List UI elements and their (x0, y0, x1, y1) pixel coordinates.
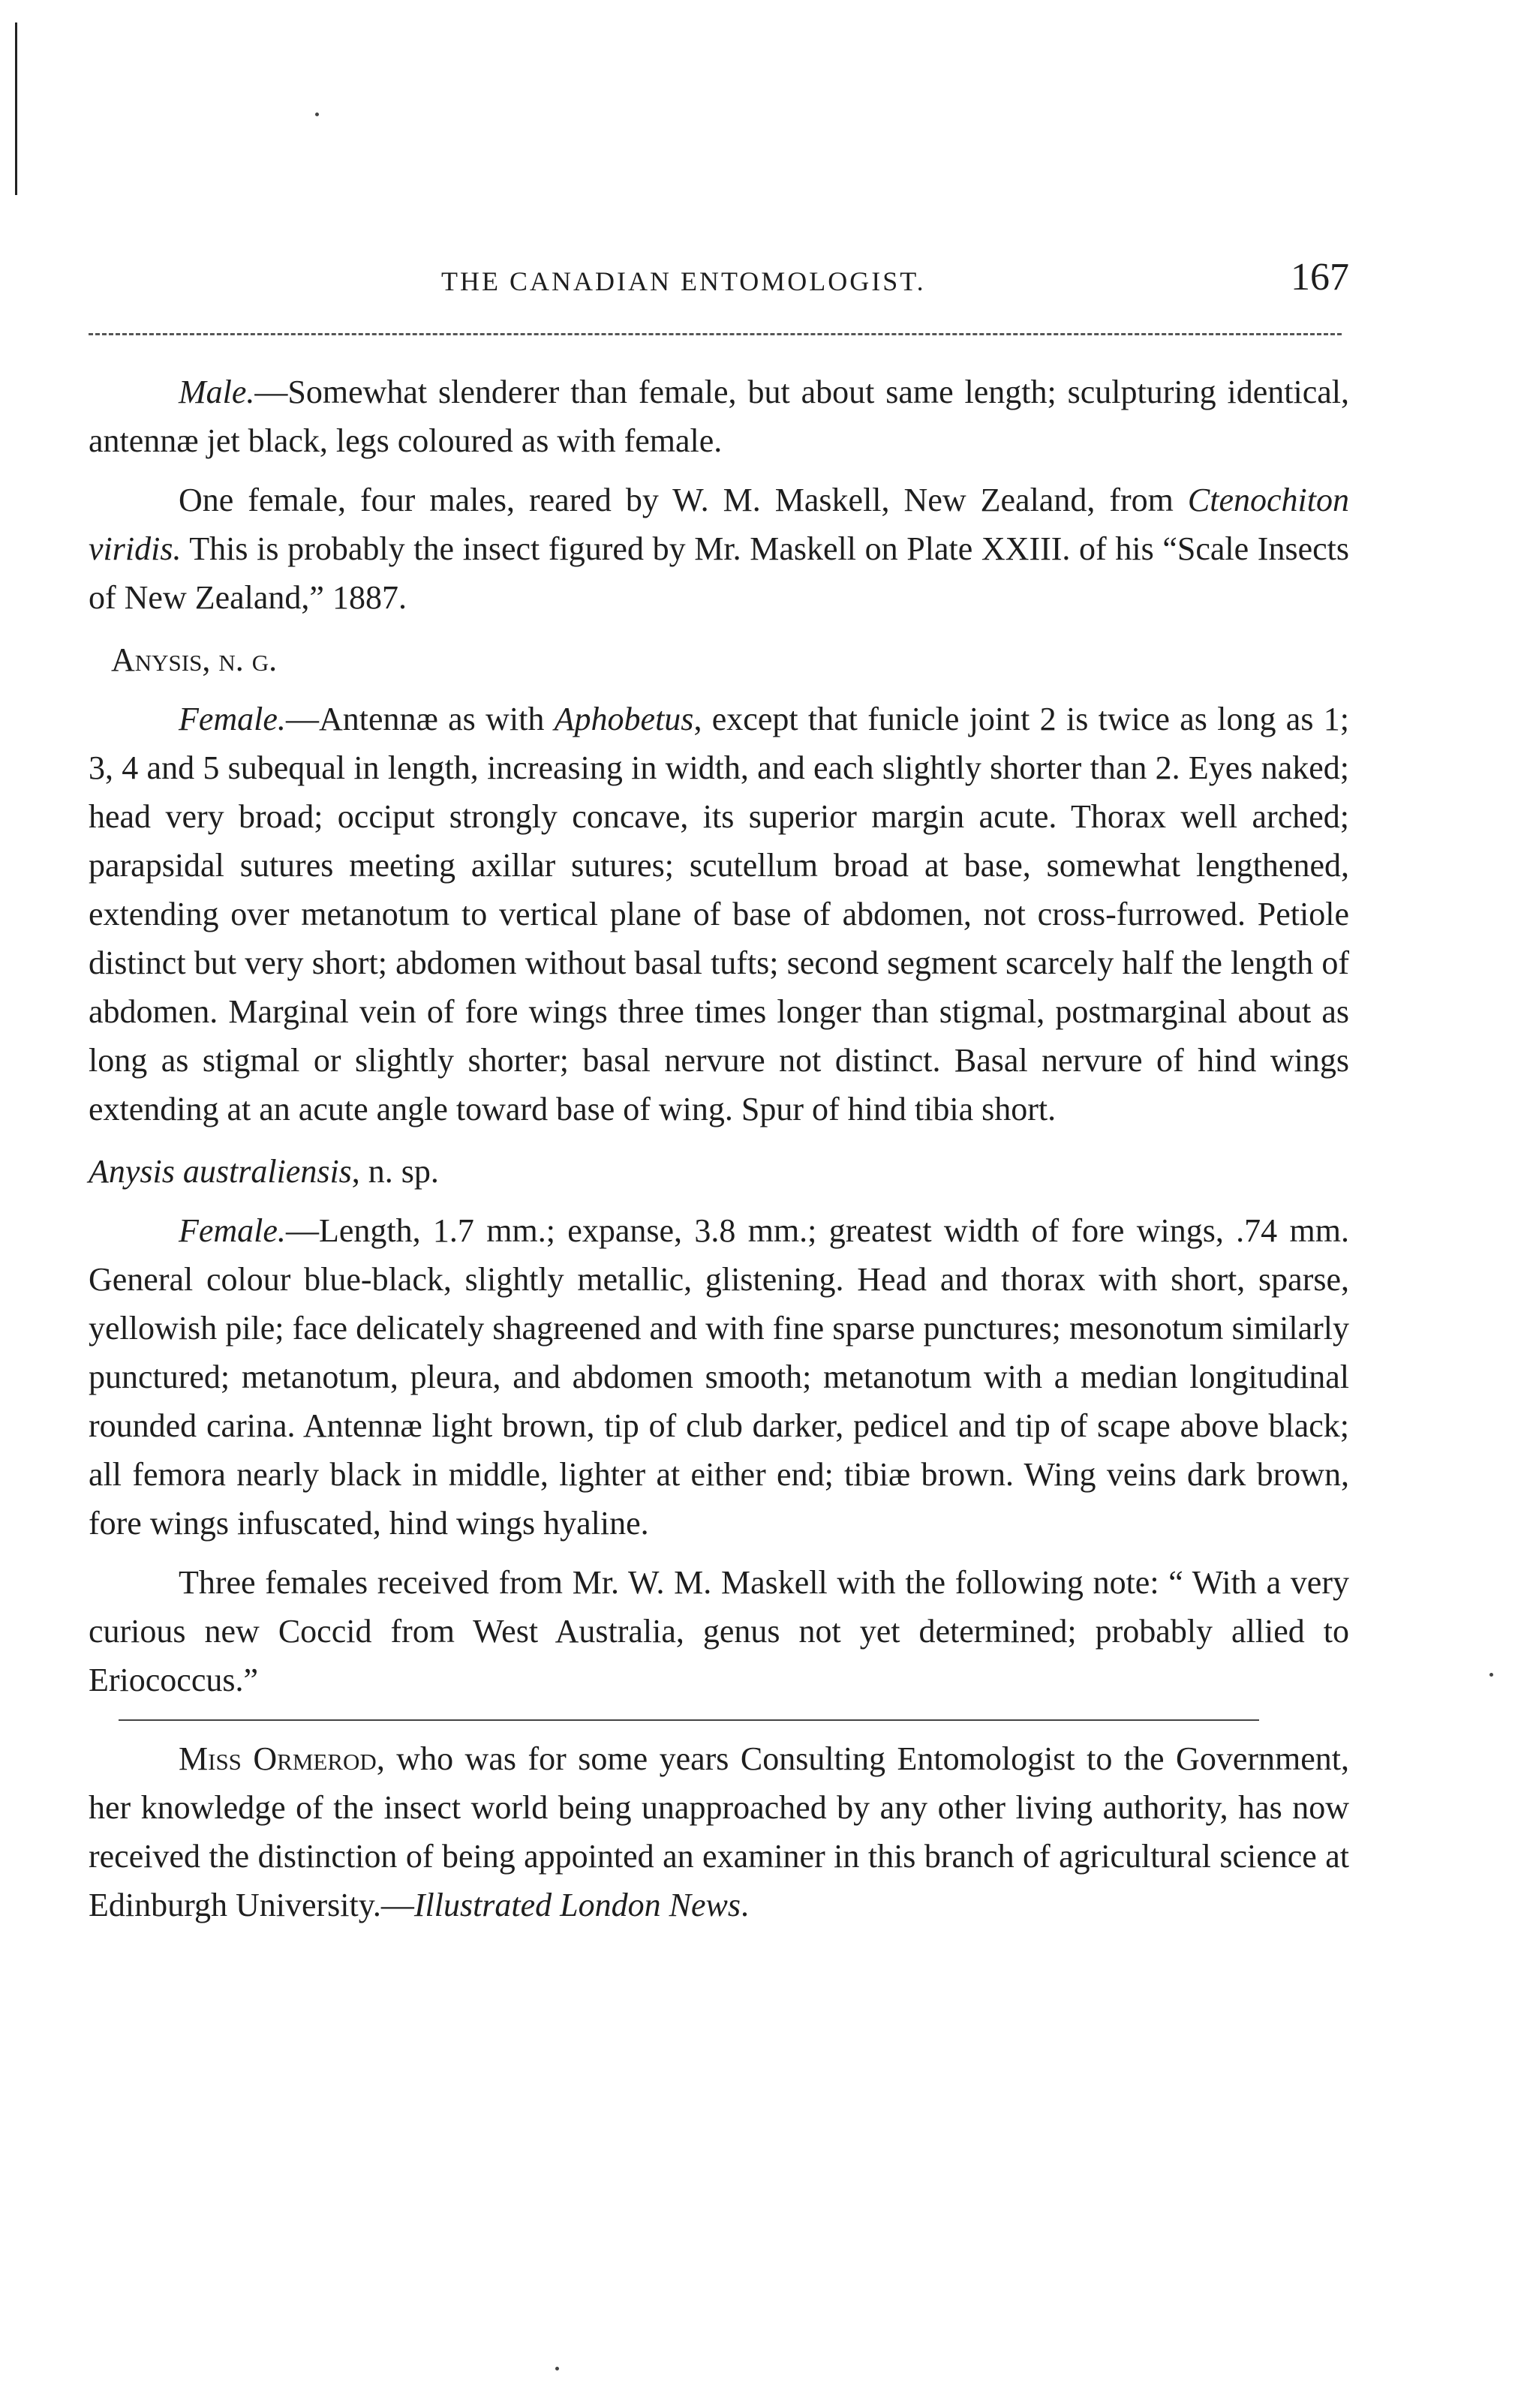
female-genus-ref: Aphobetus (554, 701, 694, 737)
species-name: Anysis australiensis (89, 1153, 352, 1190)
female-genus-text-2: , except that funicle joint 2 is twice as long as 1; 3, 4 and 5 subequal in length, increasing in width, and each slightly shorter than 2. Eyes naked; head very broad; occiput strongly concave, its superior margin acute. Thorax well arched; parapsidal sutures meeting axillar sutures; scutellum broad at base, somewhat lengthened, extending over metanotum to vertical plane of base of abdomen, not cross-furrowed. Petiole distinct but very short; abdomen without basal tufts; second segment scarcely half the length of abdomen. Marginal vein of fore wings three times longer than stigmal, postmarginal about as long as stigmal or slightly shorter; basal nervure not distinct. Basal nervure of hind wings extending at an acute angle toward base of wing. Spur of hind tibia short. (89, 701, 1349, 1127)
male-text: —Somewhat slenderer than female, but about same length; sculpturing identical, antennæ jet black, legs coloured as with female. (89, 374, 1349, 459)
section-rule (119, 1719, 1259, 1721)
female-genus-text-1: —Antennæ as with (285, 701, 555, 737)
speck (315, 113, 319, 116)
genus-heading (89, 635, 1349, 684)
ormerod-text: , who was for some years Consulting Entomologist to the Government, her knowledge of the insect world being unapproached by any other living authority, has now received the distinction of being appointed an examiner in this branch of agricultural science at Edinburgh University.— (89, 1740, 1349, 1923)
header-rule (89, 333, 1342, 335)
reared-text-1: One female, four males, reared by W. M. Maskell, New Zealand, from (179, 482, 1188, 518)
ormerod-end: . (741, 1887, 750, 1923)
ormerod-name: Miss Ormerod (179, 1740, 377, 1777)
genus-suffix: , n. g. (202, 641, 278, 678)
running-title: THE CANADIAN ENTOMOLOGIST. (441, 266, 926, 296)
body-text (89, 368, 1349, 1929)
margin-mark (15, 23, 17, 195)
reared-host: Ctenochiton viridis. (89, 482, 1349, 567)
reared-text-2: This is probably the insect figured by Mr. Maskell on Plate XXIII. of his “Scale Insects of New Zealand,” 1887. (89, 530, 1349, 616)
ormerod-note (89, 1734, 1349, 1929)
female-label: Female. (179, 701, 286, 737)
female-label: Female. (179, 1212, 286, 1249)
male-label: Male. (179, 374, 255, 410)
page (89, 255, 1349, 1923)
speck (1489, 1673, 1493, 1677)
species-suffix: , n. sp. (351, 1153, 439, 1190)
received-paragraph (89, 1558, 1349, 1704)
ormerod-source: Illustrated London News (413, 1887, 741, 1923)
running-header (89, 255, 1349, 308)
species-heading (89, 1147, 1349, 1196)
page-number: 167 (1291, 256, 1349, 299)
genus-name: Anysis (111, 641, 203, 678)
female-genus-paragraph (89, 695, 1349, 1133)
speck (555, 2367, 559, 2370)
female-species-paragraph (89, 1206, 1349, 1548)
received-text: Three females received from Mr. W. M. Maskell with the following note: “ With a very curious new Coccid from West Australia, genus not yet determined; probably allied to Eriococcus.” (89, 1564, 1349, 1698)
male-paragraph (89, 368, 1349, 465)
reared-paragraph (89, 476, 1349, 622)
female-species-text: —Length, 1.7 mm.; expanse, 3.8 mm.; greatest width of fore wings, .74 mm. General colour blue-black, slightly metallic, glistening. Head and thorax with short, sparse, yellowish pile; face delicately shagreened and with fine sparse punctures; mesonotum similarly punctured; metanotum, pleura, and abdomen smooth; metanotum with a median longitudinal rounded carina. Antennæ light brown, tip of club darker, pedicel and tip of scape above black; all femora nearly black in middle, lighter at either end; tibiæ brown. Wing veins dark brown, fore wings infuscated, hind wings hyaline. (89, 1212, 1349, 1542)
